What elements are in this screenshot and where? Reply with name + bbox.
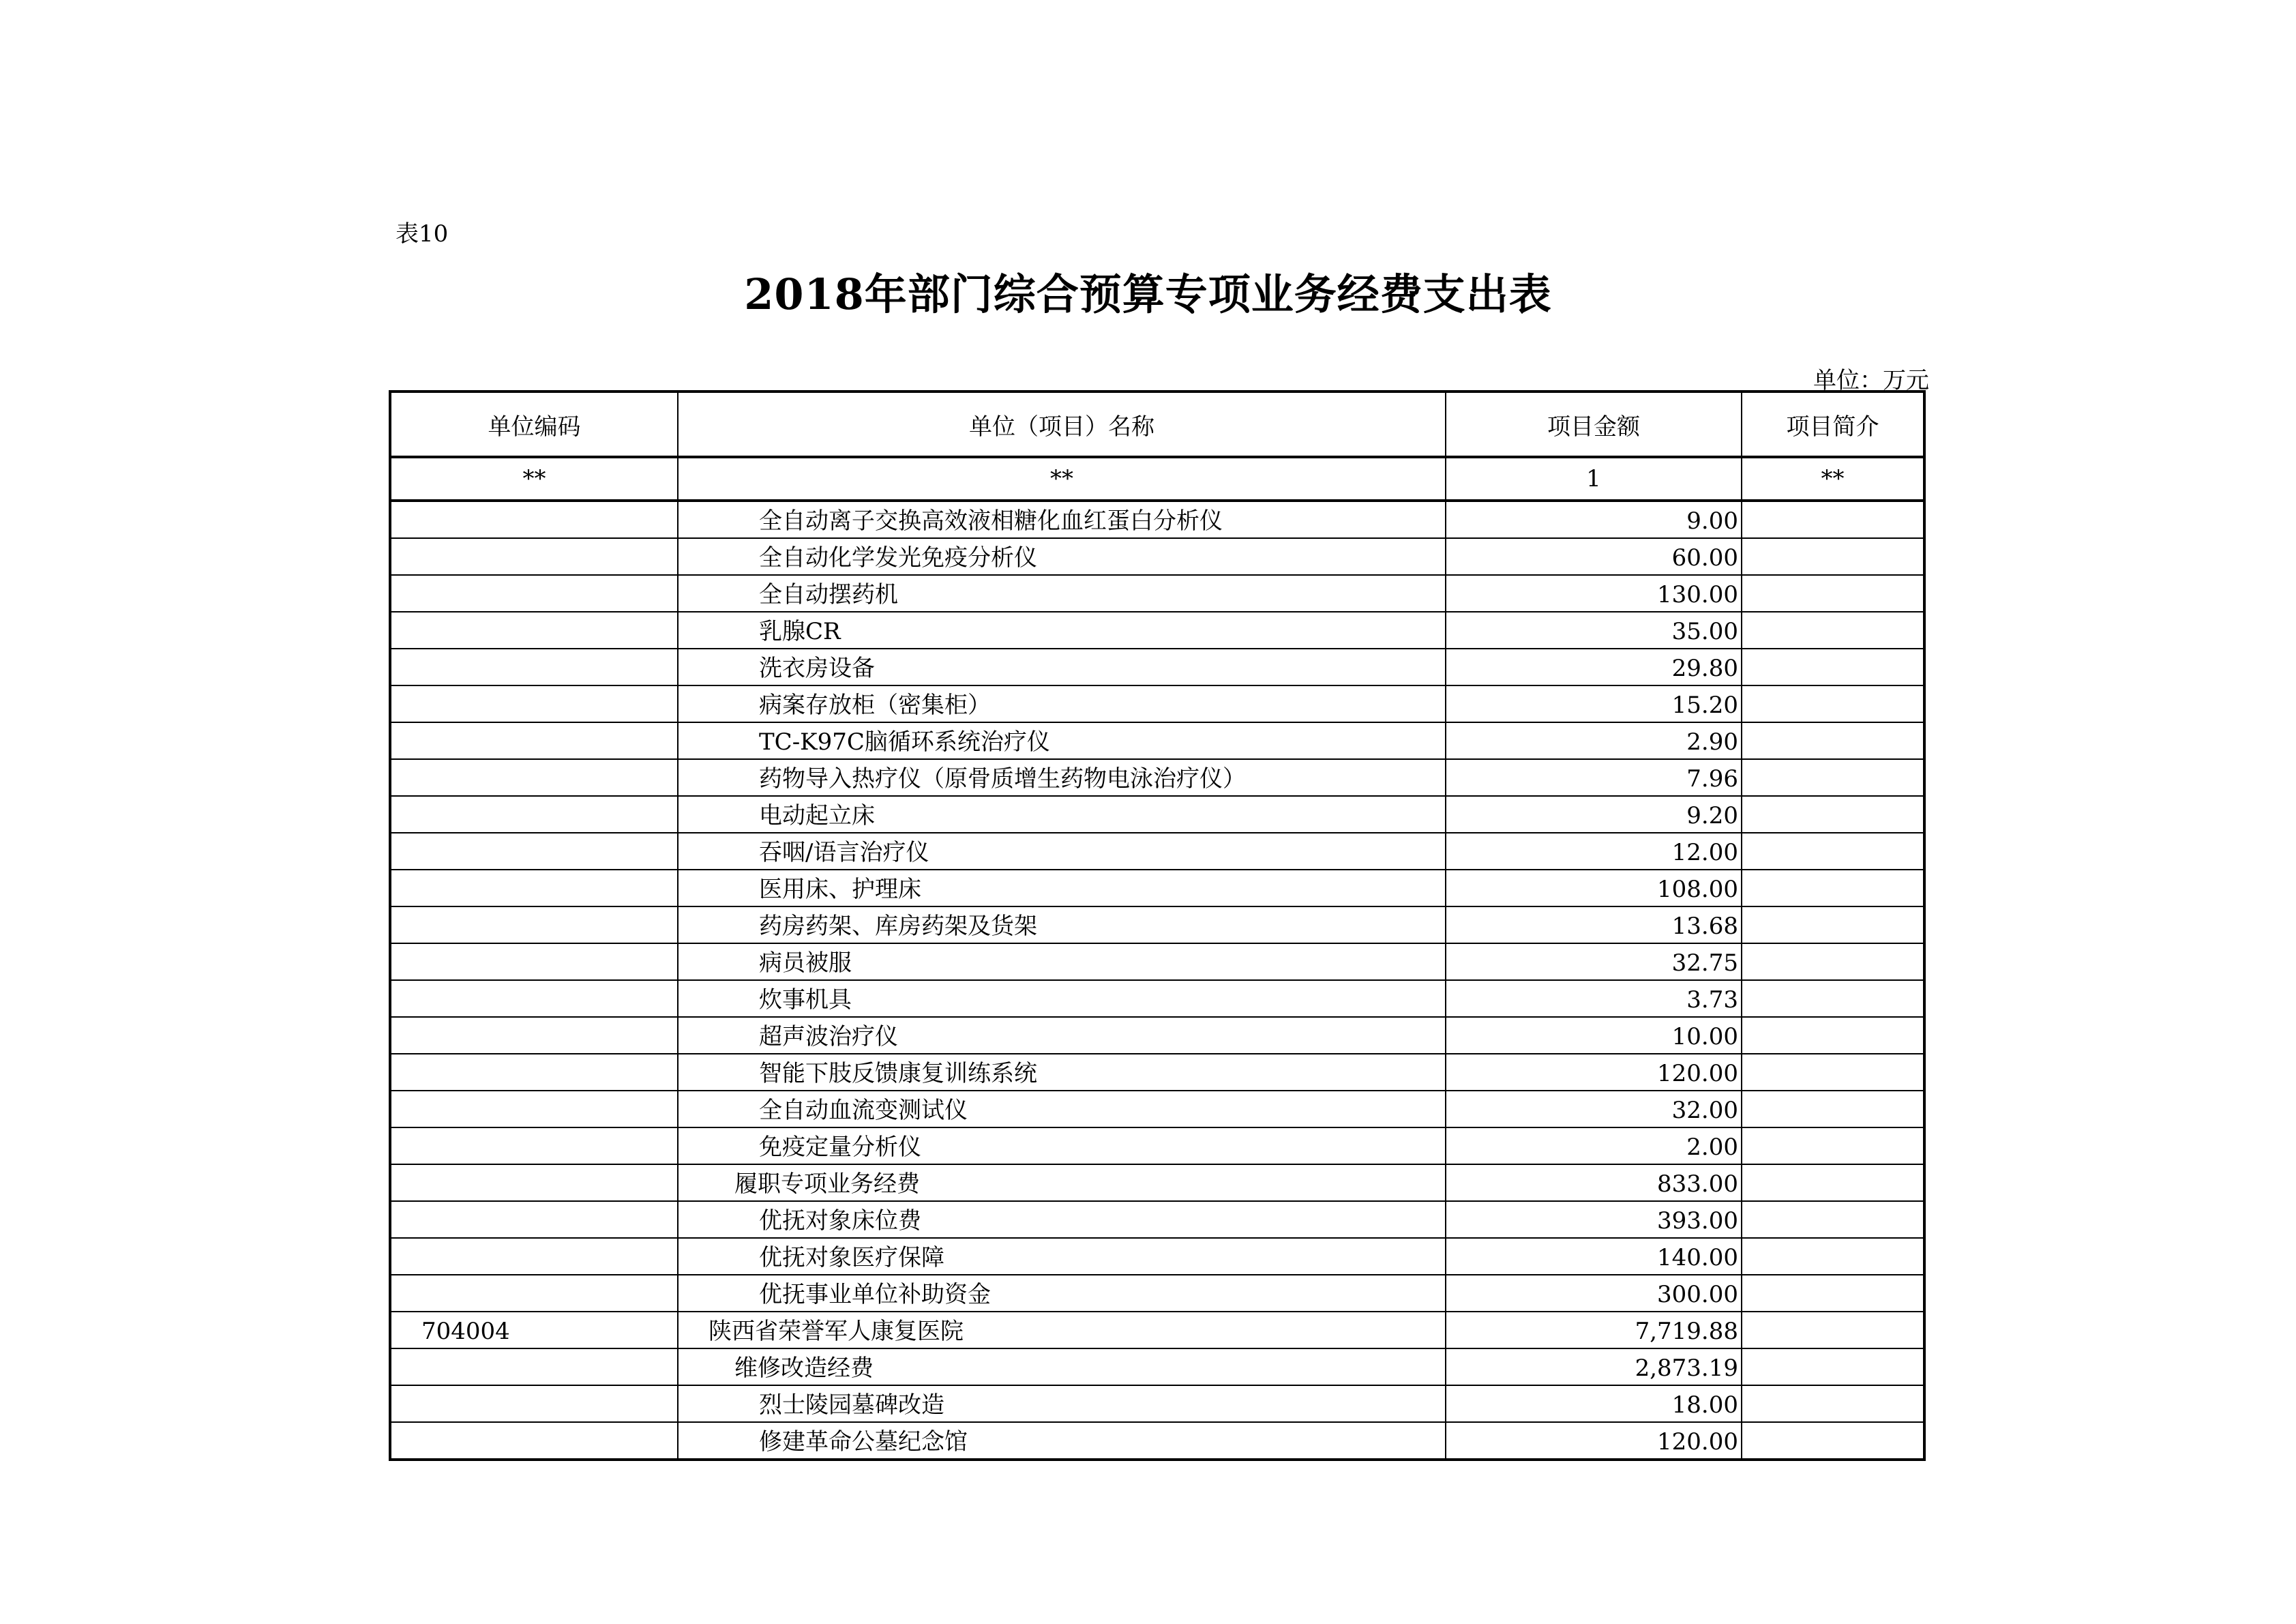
cell-name: 陕西省荣誉军人康复医院 xyxy=(678,1312,1446,1348)
table-row xyxy=(390,1348,1924,1385)
header-name: 单位（项目）名称 xyxy=(678,392,1446,457)
cell-code xyxy=(390,501,678,538)
cell-code xyxy=(390,1238,678,1275)
cell-name: 洗衣房设备 xyxy=(678,649,1446,685)
cell-code xyxy=(390,1201,678,1238)
cell-intro xyxy=(1742,1422,1924,1460)
cell-intro xyxy=(1742,943,1924,980)
cell-code xyxy=(390,538,678,575)
cell-name: 药物导入热疗仪（原骨质增生药物电泳治疗仪） xyxy=(678,759,1446,796)
cell-amount: 29.80 xyxy=(1446,649,1742,685)
cell-amount: 60.00 xyxy=(1446,538,1742,575)
table-label: 表10 xyxy=(396,220,449,248)
index-amount: 1 xyxy=(1446,457,1742,501)
cell-amount: 300.00 xyxy=(1446,1275,1742,1312)
cell-amount: 18.00 xyxy=(1446,1385,1742,1422)
page-title: 2018年部门综合预算专项业务经费支出表 xyxy=(744,269,1552,319)
cell-intro xyxy=(1742,759,1924,796)
cell-intro xyxy=(1742,1017,1924,1054)
cell-name: TC-K97C脑循环系统治疗仪 xyxy=(678,722,1446,759)
cell-name: 全自动血流变测试仪 xyxy=(678,1091,1446,1127)
cell-code xyxy=(390,833,678,870)
index-intro: ** xyxy=(1742,457,1924,501)
cell-intro xyxy=(1742,722,1924,759)
cell-name: 优抚对象医疗保障 xyxy=(678,1238,1446,1275)
table-row xyxy=(390,796,1924,833)
cell-intro xyxy=(1742,1054,1924,1091)
cell-intro xyxy=(1742,575,1924,612)
cell-name: 优抚事业单位补助资金 xyxy=(678,1275,1446,1312)
cell-intro xyxy=(1742,501,1924,538)
cell-intro xyxy=(1742,870,1924,906)
table-row xyxy=(390,1164,1924,1201)
cell-name: 电动起立床 xyxy=(678,796,1446,833)
cell-amount: 108.00 xyxy=(1446,870,1742,906)
cell-code xyxy=(390,1164,678,1201)
cell-amount: 9.00 xyxy=(1446,501,1742,538)
header-code: 单位编码 xyxy=(390,392,678,457)
table-row xyxy=(390,501,1924,538)
cell-amount: 13.68 xyxy=(1446,906,1742,943)
cell-intro xyxy=(1742,1201,1924,1238)
table-row xyxy=(390,980,1924,1017)
table-row xyxy=(390,685,1924,722)
cell-code xyxy=(390,1275,678,1312)
cell-code xyxy=(390,1348,678,1385)
cell-name: 病员被服 xyxy=(678,943,1446,980)
cell-intro xyxy=(1742,685,1924,722)
cell-code xyxy=(390,575,678,612)
cell-amount: 120.00 xyxy=(1446,1054,1742,1091)
table-row xyxy=(390,1275,1924,1312)
table-row xyxy=(390,575,1924,612)
cell-intro xyxy=(1742,980,1924,1017)
table-row xyxy=(390,1385,1924,1422)
table-row xyxy=(390,870,1924,906)
table-row xyxy=(390,538,1924,575)
table-row xyxy=(390,1054,1924,1091)
cell-name: 炊事机具 xyxy=(678,980,1446,1017)
cell-intro xyxy=(1742,612,1924,649)
cell-amount: 32.75 xyxy=(1446,943,1742,980)
cell-amount: 120.00 xyxy=(1446,1422,1742,1460)
cell-code xyxy=(390,722,678,759)
table-row xyxy=(390,943,1924,980)
cell-intro xyxy=(1742,538,1924,575)
cell-name: 免疫定量分析仪 xyxy=(678,1127,1446,1164)
cell-name: 修建革命公墓纪念馆 xyxy=(678,1422,1446,1460)
cell-code xyxy=(390,1127,678,1164)
cell-name: 优抚对象床位费 xyxy=(678,1201,1446,1238)
unit-label: 单位：万元 xyxy=(1813,367,1929,394)
cell-name: 全自动离子交换高效液相糖化血红蛋白分析仪 xyxy=(678,501,1446,538)
cell-intro xyxy=(1742,1275,1924,1312)
index-name: ** xyxy=(678,457,1446,501)
cell-code xyxy=(390,796,678,833)
index-code: ** xyxy=(390,457,678,501)
cell-name: 乳腺CR xyxy=(678,612,1446,649)
cell-intro xyxy=(1742,1127,1924,1164)
cell-amount: 7,719.88 xyxy=(1446,1312,1742,1348)
cell-intro xyxy=(1742,649,1924,685)
cell-intro xyxy=(1742,1091,1924,1127)
header-intro: 项目简介 xyxy=(1742,392,1924,457)
table-row xyxy=(390,833,1924,870)
cell-code xyxy=(390,759,678,796)
cell-code xyxy=(390,1054,678,1091)
cell-code xyxy=(390,1091,678,1127)
cell-name: 药房药架、库房药架及货架 xyxy=(678,906,1446,943)
cell-amount: 32.00 xyxy=(1446,1091,1742,1127)
cell-name: 超声波治疗仪 xyxy=(678,1017,1446,1054)
cell-amount: 130.00 xyxy=(1446,575,1742,612)
cell-name: 履职专项业务经费 xyxy=(678,1164,1446,1201)
cell-code xyxy=(390,1422,678,1460)
table-row xyxy=(390,759,1924,796)
cell-code xyxy=(390,1017,678,1054)
budget-table xyxy=(389,390,1926,1461)
cell-amount: 2,873.19 xyxy=(1446,1348,1742,1385)
table-row xyxy=(390,1238,1924,1275)
cell-code xyxy=(390,1385,678,1422)
cell-code xyxy=(390,870,678,906)
header-amount: 项目金额 xyxy=(1446,392,1742,457)
index-row xyxy=(390,457,1924,501)
cell-intro xyxy=(1742,1312,1924,1348)
cell-intro xyxy=(1742,796,1924,833)
cell-name: 医用床、护理床 xyxy=(678,870,1446,906)
cell-intro xyxy=(1742,906,1924,943)
table-row xyxy=(390,1422,1924,1460)
cell-amount: 140.00 xyxy=(1446,1238,1742,1275)
table-row xyxy=(390,1017,1924,1054)
cell-code xyxy=(390,685,678,722)
cell-amount: 12.00 xyxy=(1446,833,1742,870)
cell-code xyxy=(390,943,678,980)
cell-amount: 393.00 xyxy=(1446,1201,1742,1238)
cell-code xyxy=(390,649,678,685)
table-row xyxy=(390,1312,1924,1348)
cell-amount: 35.00 xyxy=(1446,612,1742,649)
cell-intro xyxy=(1742,1385,1924,1422)
cell-amount: 9.20 xyxy=(1446,796,1742,833)
table-row xyxy=(390,1091,1924,1127)
cell-name: 烈士陵园墓碑改造 xyxy=(678,1385,1446,1422)
table-row xyxy=(390,649,1924,685)
cell-amount: 7.96 xyxy=(1446,759,1742,796)
header-row xyxy=(390,392,1924,457)
table-body xyxy=(390,501,1924,1460)
cell-name: 病案存放柜（密集柜） xyxy=(678,685,1446,722)
cell-intro xyxy=(1742,1238,1924,1275)
cell-code xyxy=(390,906,678,943)
cell-name: 维修改造经费 xyxy=(678,1348,1446,1385)
table-row xyxy=(390,612,1924,649)
cell-amount: 3.73 xyxy=(1446,980,1742,1017)
table-row xyxy=(390,1127,1924,1164)
table-row xyxy=(390,722,1924,759)
cell-amount: 2.90 xyxy=(1446,722,1742,759)
cell-name: 全自动摆药机 xyxy=(678,575,1446,612)
cell-amount: 15.20 xyxy=(1446,685,1742,722)
cell-intro xyxy=(1742,1348,1924,1385)
cell-intro xyxy=(1742,1164,1924,1201)
cell-code: 704004 xyxy=(390,1312,678,1348)
table-row xyxy=(390,1201,1924,1238)
cell-name: 智能下肢反馈康复训练系统 xyxy=(678,1054,1446,1091)
cell-amount: 2.00 xyxy=(1446,1127,1742,1164)
cell-intro xyxy=(1742,833,1924,870)
table-row xyxy=(390,906,1924,943)
cell-amount: 10.00 xyxy=(1446,1017,1742,1054)
cell-amount: 833.00 xyxy=(1446,1164,1742,1201)
cell-name: 全自动化学发光免疫分析仪 xyxy=(678,538,1446,575)
cell-name: 吞咽/语言治疗仪 xyxy=(678,833,1446,870)
cell-code xyxy=(390,980,678,1017)
cell-code xyxy=(390,612,678,649)
